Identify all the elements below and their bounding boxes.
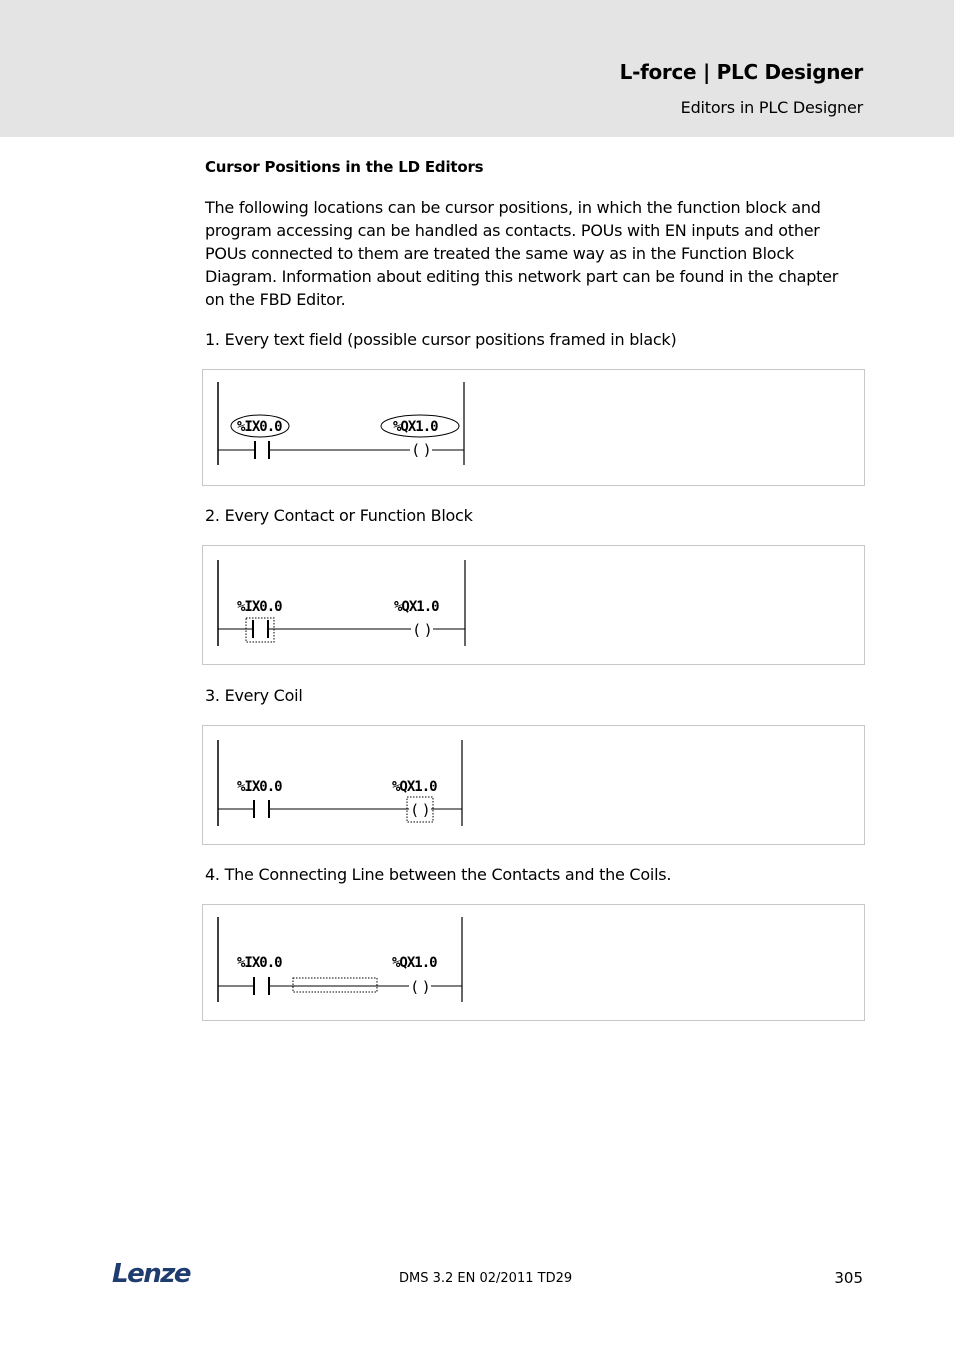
intro-paragraph: The following locations can be cursor positions, in which the function block and program accessing can be handled as contacts. POUs with EN inputs and other POUs connected to them are treated the same way as in the Function Block Diagram. Information about editing this network part can be found in the chapter on the FBD Editor.: [205, 198, 839, 309]
coil-right-paren: ): [423, 801, 429, 819]
list-item-3: 3. Every Coil: [205, 686, 303, 705]
ld-diagram-4: [203, 905, 866, 1022]
coil-label[interactable]: %QX1.0: [392, 955, 437, 971]
coil-right-paren: ): [424, 441, 430, 459]
contact-label[interactable]: %IX0.0: [237, 779, 282, 795]
coil-right-paren: ): [425, 621, 431, 639]
ld-diagram-3: [203, 726, 866, 846]
coil-right-paren: ): [423, 978, 429, 996]
ld-figure-contact: [202, 545, 865, 665]
coil-left-paren: (: [412, 801, 418, 819]
coil-left-paren: (: [412, 978, 418, 996]
coil-left-paren: (: [414, 621, 420, 639]
header-subtitle: Editors in PLC Designer: [680, 98, 863, 117]
contact-label[interactable]: %IX0.0: [237, 955, 282, 971]
coil-label[interactable]: %QX1.0: [392, 779, 437, 795]
ld-diagram-2: [203, 546, 866, 666]
line-cursor-frame: [293, 978, 377, 992]
contact-label[interactable]: %IX0.0: [237, 419, 282, 435]
footer-document-id: DMS 3.2 EN 02/2011 TD29: [399, 1271, 573, 1286]
coil-label[interactable]: %QX1.0: [394, 599, 439, 615]
coil-left-paren: (: [413, 441, 419, 459]
ld-diagram-1: [203, 370, 866, 487]
coil-cursor-frame: [407, 797, 433, 822]
ld-figure-coil: [202, 725, 865, 845]
list-item-2: 2. Every Contact or Function Block: [205, 506, 473, 525]
lenze-logo: Lenze: [112, 1259, 190, 1289]
contact-label[interactable]: %IX0.0: [237, 599, 282, 615]
list-item-1: 1. Every text field (possible cursor positions framed in black): [205, 330, 677, 349]
contact-cursor-frame: [246, 618, 274, 642]
header-title: L-force | PLC Designer: [619, 60, 863, 84]
ld-figure-text-fields: [202, 369, 865, 486]
list-item-4: 4. The Connecting Line between the Contacts and the Coils.: [205, 865, 672, 884]
coil-label[interactable]: %QX1.0: [393, 419, 438, 435]
ld-figure-line: [202, 904, 865, 1021]
page-number: 305: [834, 1269, 863, 1287]
section-heading: Cursor Positions in the LD Editors: [205, 158, 484, 176]
page-header: [0, 0, 954, 137]
